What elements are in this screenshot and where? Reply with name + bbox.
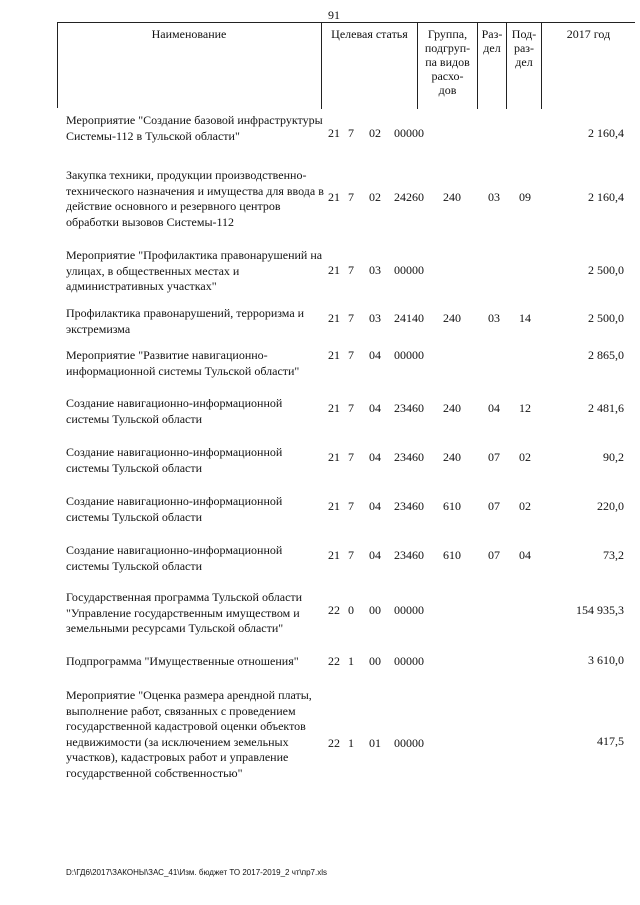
table-header <box>57 22 635 109</box>
code-direction: 00000 <box>394 263 424 277</box>
amount: 73,2 <box>603 548 624 562</box>
code-event: 03 <box>369 311 381 325</box>
header-subsection <box>507 23 542 109</box>
subsection-code: 12 <box>519 401 531 415</box>
code-direction: 24140 <box>394 311 424 325</box>
expense-group: 610 <box>443 548 461 562</box>
header-target-article: Целевая статья <box>322 23 418 109</box>
subsection-code: 02 <box>519 499 531 513</box>
code-subprogram: 7 <box>348 450 354 464</box>
code-direction: 23460 <box>394 450 424 464</box>
code-subprogram: 7 <box>348 311 354 325</box>
code-direction: 24260 <box>394 190 424 204</box>
code-direction: 00000 <box>394 654 424 668</box>
header-expense-group <box>418 23 478 109</box>
subsection-code: 04 <box>519 548 531 562</box>
subsection-code: 09 <box>519 190 531 204</box>
header-group-line: па видов <box>425 55 470 69</box>
expense-group: 240 <box>443 190 461 204</box>
code-subprogram: 7 <box>348 190 354 204</box>
row-name: Закупка техники, продукции производственно-технического назначения и имущества для ввода в действие основного и резервного центров обработки вызовов Системы-112 <box>66 168 324 229</box>
amount: 154 935,3 <box>576 603 624 617</box>
header-group-line: дов <box>438 83 457 97</box>
header-section <box>478 23 507 109</box>
code-direction: 23460 <box>394 499 424 513</box>
section-code: 07 <box>488 499 500 513</box>
code-program: 22 <box>328 736 340 750</box>
code-subprogram: 0 <box>348 603 354 617</box>
header-section-line: дел <box>483 41 501 55</box>
section-code: 07 <box>488 450 500 464</box>
code-program: 21 <box>328 263 340 277</box>
row-name: Создание навигационно-информационной системы Тульской области <box>66 396 283 426</box>
header-group-line: расхо- <box>431 69 464 83</box>
row-name: Создание навигационно-информационной системы Тульской области <box>66 494 283 524</box>
code-program: 21 <box>328 499 340 513</box>
code-program: 21 <box>328 311 340 325</box>
code-program: 22 <box>328 654 340 668</box>
code-direction: 00000 <box>394 603 424 617</box>
amount: 2 481,6 <box>588 401 624 415</box>
file-path-footer: D:\ГД6\2017\ЗАКОНЫ\ЗАС_41\Изм. бюджет ТО 2017-2019_2 чт\пр7.xls <box>66 868 328 877</box>
header-section-line: Раз- <box>481 27 503 41</box>
amount: 90,2 <box>603 450 624 464</box>
header-name: Наименование <box>57 23 322 109</box>
row-name: Государственная программа Тульской области "Управление государственным имуществом и земельными ресурсами Тульской области" <box>66 590 303 635</box>
code-event: 03 <box>369 263 381 277</box>
code-event: 00 <box>369 654 381 668</box>
code-subprogram: 7 <box>348 548 354 562</box>
code-event: 02 <box>369 126 381 140</box>
code-event: 04 <box>369 548 381 562</box>
subsection-code: 02 <box>519 450 531 464</box>
code-subprogram: 1 <box>348 736 354 750</box>
code-event: 02 <box>369 190 381 204</box>
page-number: 91 <box>328 8 340 22</box>
section-code: 07 <box>488 548 500 562</box>
header-subsection-line: Под- <box>511 27 537 41</box>
header-year: 2017 год <box>566 27 611 41</box>
section-code: 04 <box>488 401 500 415</box>
code-direction: 00000 <box>394 126 424 140</box>
code-subprogram: 7 <box>348 263 354 277</box>
row-name: Мероприятие "Профилактика правонарушений на улицах, в общественных местах и административных участках" <box>66 248 323 293</box>
code-direction: 00000 <box>394 348 424 362</box>
code-program: 22 <box>328 603 340 617</box>
code-subprogram: 7 <box>348 499 354 513</box>
code-subprogram: 7 <box>348 126 354 140</box>
subsection-code: 14 <box>519 311 531 325</box>
code-program: 21 <box>328 548 340 562</box>
row-name: Мероприятие "Оценка размера арендной платы, выполнение работ, связанных с проведением государственной кадастровой оценки объектов недвижимости (за исключением земельных участков), кадастровых работ и управление государственной собственностью" <box>66 688 312 780</box>
amount: 3 610,0 <box>588 653 624 667</box>
section-code: 03 <box>488 190 500 204</box>
code-direction: 00000 <box>394 736 424 750</box>
amount: 2 865,0 <box>588 348 624 362</box>
row-name: Создание навигационно-информационной системы Тульской области <box>66 445 283 475</box>
code-subprogram: 1 <box>348 654 354 668</box>
code-event: 04 <box>369 401 381 415</box>
code-event: 04 <box>369 450 381 464</box>
code-program: 21 <box>328 190 340 204</box>
header-subsection-line: раз- <box>513 41 535 55</box>
amount: 220,0 <box>597 499 624 513</box>
amount: 417,5 <box>597 734 624 748</box>
row-name: Мероприятие "Создание базовой инфраструктуры Системы-112 в Тульской области" <box>66 113 323 143</box>
code-event: 01 <box>369 736 381 750</box>
amount: 2 160,4 <box>588 126 624 140</box>
code-event: 04 <box>369 499 381 513</box>
code-event: 04 <box>369 348 381 362</box>
code-program: 21 <box>328 450 340 464</box>
row-name: Создание навигационно-информационной системы Тульской области <box>66 543 283 573</box>
row-name: Мероприятие "Развитие навигационно-информационной системы Тульской области" <box>66 348 300 378</box>
expense-group: 240 <box>443 311 461 325</box>
expense-group: 240 <box>443 450 461 464</box>
code-subprogram: 7 <box>348 401 354 415</box>
expense-group: 240 <box>443 401 461 415</box>
code-direction: 23460 <box>394 401 424 415</box>
code-program: 21 <box>328 348 340 362</box>
code-program: 21 <box>328 126 340 140</box>
row-name: Профилактика правонарушений, терроризма и экстремизма <box>66 306 305 336</box>
code-program: 21 <box>328 401 340 415</box>
amount: 2 160,4 <box>588 190 624 204</box>
code-event: 00 <box>369 603 381 617</box>
amount: 2 500,0 <box>588 263 624 277</box>
section-code: 03 <box>488 311 500 325</box>
row-name: Подпрограмма "Имущественные отношения" <box>66 654 299 668</box>
header-group-line: подгруп- <box>424 41 471 55</box>
code-subprogram: 7 <box>348 348 354 362</box>
header-subsection-line: дел <box>515 55 533 69</box>
header-group-line: Группа, <box>427 27 468 41</box>
expense-group: 610 <box>443 499 461 513</box>
code-direction: 23460 <box>394 548 424 562</box>
amount: 2 500,0 <box>588 311 624 325</box>
